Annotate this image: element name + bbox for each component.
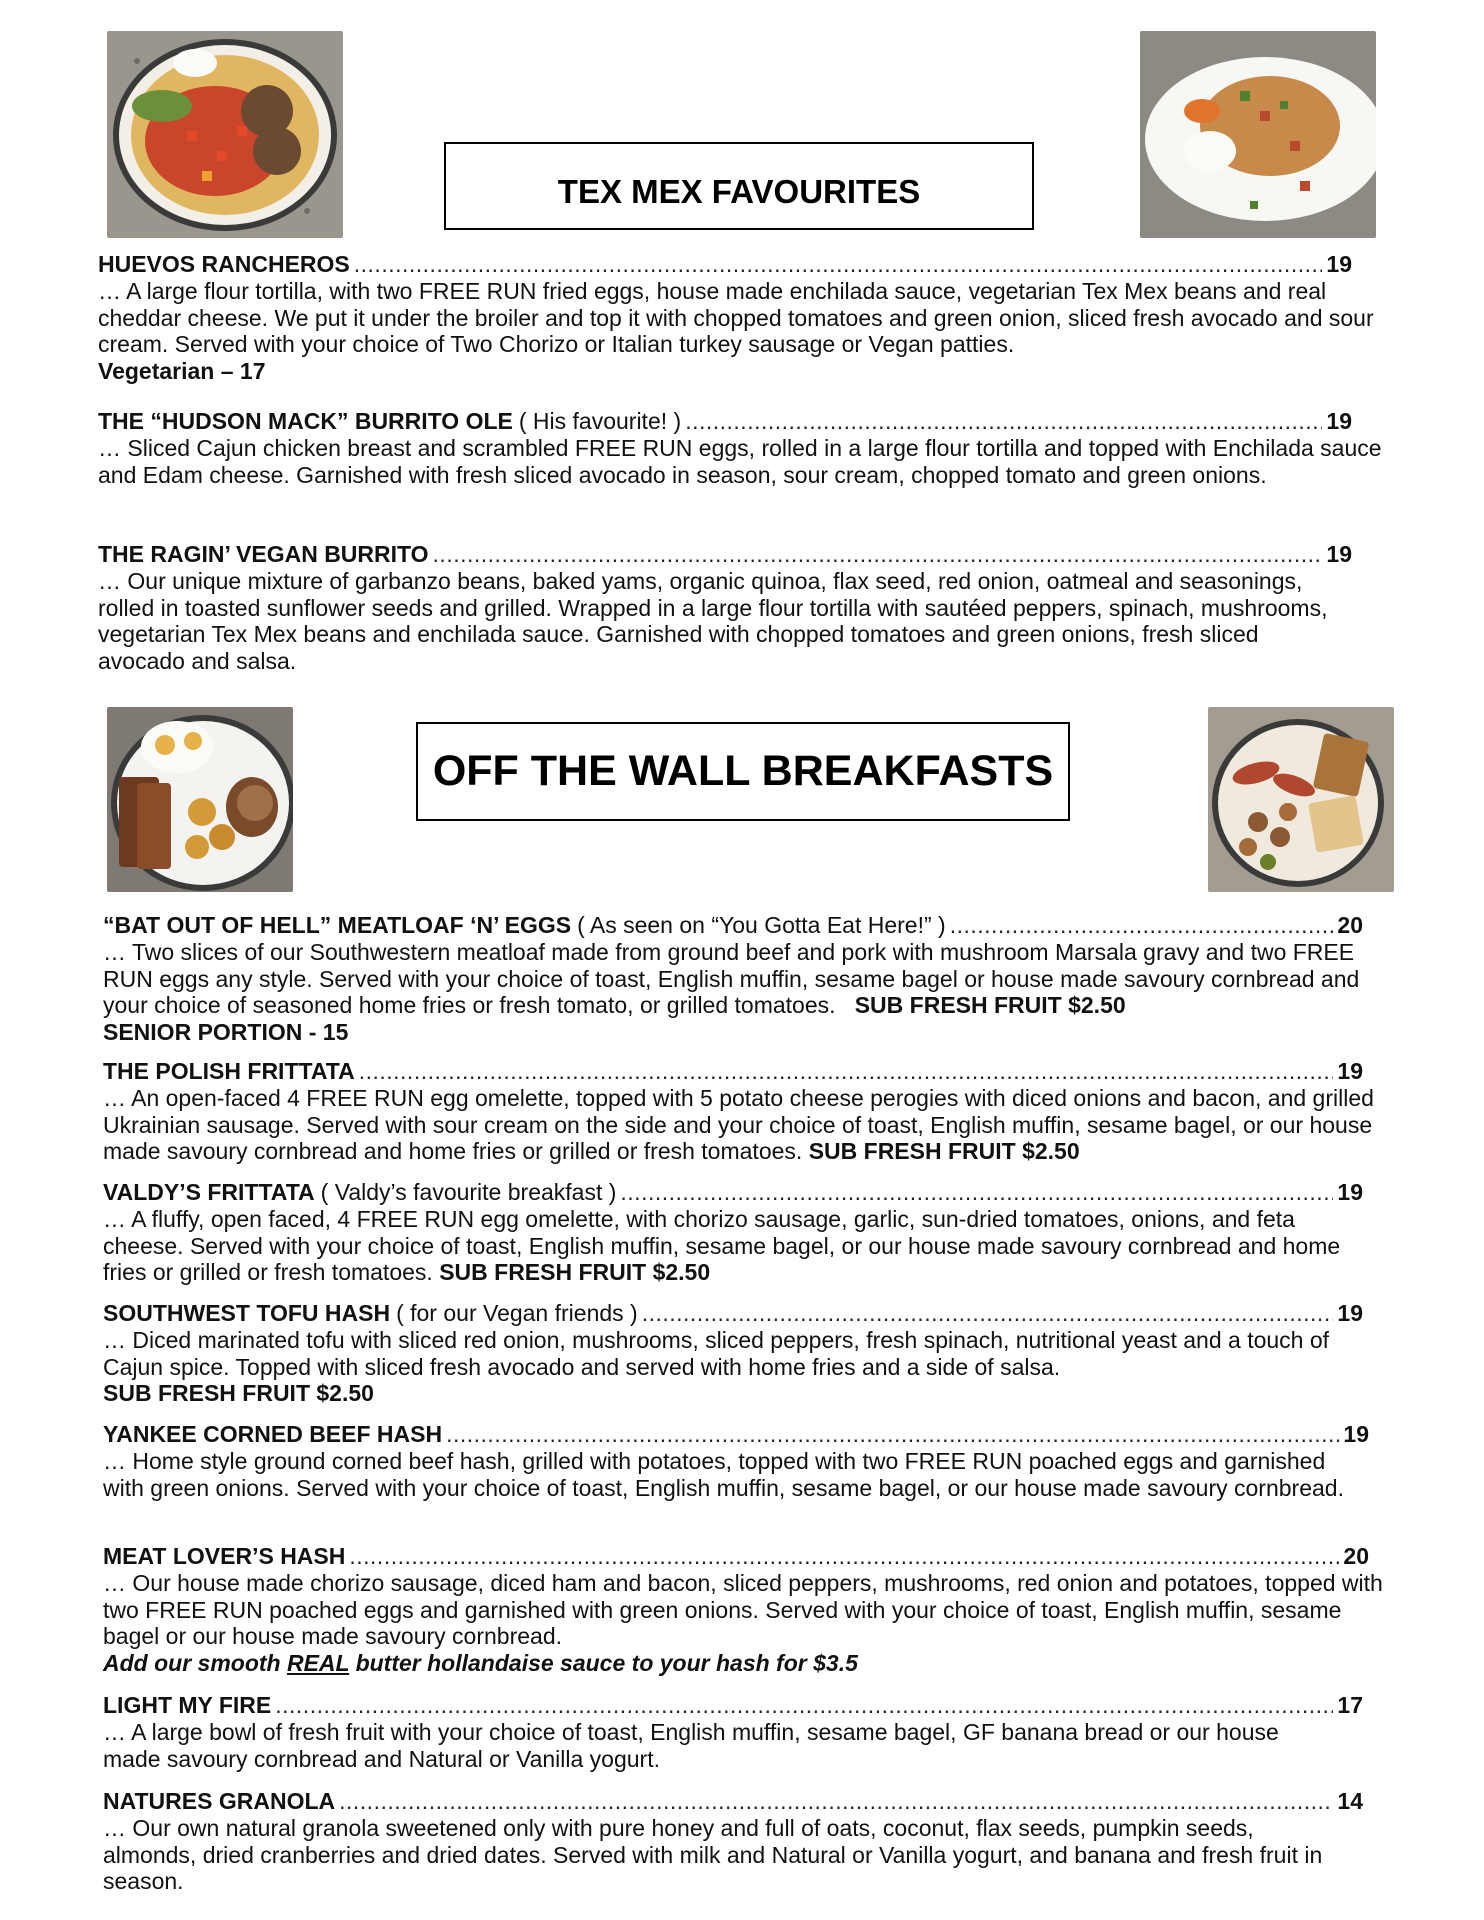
item-name: THE POLISH FRITTATA xyxy=(103,1058,355,1084)
menu-item xyxy=(103,1300,1393,1407)
item-price: 17 xyxy=(1337,1692,1363,1718)
item-note: ( His favourite! ) xyxy=(518,408,682,434)
item-price: 19 xyxy=(1326,251,1352,277)
meatloaf-eggs-photo xyxy=(107,707,293,892)
item-description-text: … Two slices of our Southwestern meatloaf made from ground beef and pork with mushroom Marsala gravy and two FREE RUN eggs any style. Served with your choice of toast, English muffin, sesame bagel or house made savoury cornbread and your choice of seasoned home fries or fresh tomato, or grilled tomatoes. xyxy=(103,939,1360,1018)
item-description xyxy=(103,1085,1393,1165)
hash-plate-photo xyxy=(1208,707,1394,892)
item-price: 19 xyxy=(1337,1179,1363,1205)
item-description: … Our unique mixture of garbanzo beans, baked yams, organic quinoa, flax seed, red onion, oatmeal and seasonings, rolled in toasted sunflower seeds and grilled. Wrapped in a large flour tortilla with sautéed peppers, spinach, mushrooms, vegetarian Tex Mex beans and enchilada sauce. Garnished with chopped tomatoes and green onions, fresh sliced avocado and salsa. xyxy=(98,568,1328,674)
hollandaise-addon xyxy=(103,1650,1393,1677)
item-description xyxy=(103,1206,1353,1286)
item-name: NATURES GRANOLA xyxy=(103,1788,336,1814)
leader-dots xyxy=(349,1543,1339,1570)
item-description: … Sliced Cajun chicken breast and scrambled FREE RUN eggs, rolled in a large flour tortilla and topped with Enchilada sauce and Edam cheese. Garnished with fresh sliced avocado in season, sour cream, chopped tomato and green onions. xyxy=(98,435,1382,488)
item-price: 19 xyxy=(1343,1421,1369,1447)
menu-item xyxy=(103,1788,1393,1895)
item-price: 20 xyxy=(1343,1543,1369,1569)
item-description-text: … A fluffy, open faced, 4 FREE RUN egg omelette, with chorizo sausage, garlic, sun-dried tomatoes, onions, and feta cheese. Served with your choice of toast, English muffin, sesame bagel, or our house made savoury cornbread and home fries or grilled or fresh tomatoes. xyxy=(103,1206,1341,1285)
item-price: 20 xyxy=(1337,912,1363,938)
sub-fruit-note: SUB FRESH FRUIT $2.50 xyxy=(439,1259,711,1285)
breakfasts-heading xyxy=(416,722,1070,821)
item-note: ( Valdy’s favourite breakfast ) xyxy=(320,1179,617,1205)
item-name: VALDY’S FRITTATA xyxy=(103,1179,315,1205)
item-description: … Our house made chorizo sausage, diced ham and bacon, sliced peppers, mushrooms, red onion and potatoes, topped with two FREE RUN poached eggs and garnished with green onions. Served with your choice of toast, English muffin, sesame bagel or our house made savoury cornbread. xyxy=(103,1570,1383,1649)
item-note: ( As seen on “You Gotta Eat Here!” ) xyxy=(577,912,946,938)
leader-dots xyxy=(620,1179,1333,1206)
item-price: 19 xyxy=(1326,408,1352,434)
menu-item xyxy=(98,408,1396,488)
item-name: “BAT OUT OF HELL” MEATLOAF ‘N’ EGGS xyxy=(103,912,572,938)
item-price: 14 xyxy=(1337,1788,1363,1814)
item-price: 19 xyxy=(1326,541,1352,567)
item-name: YANKEE CORNED BEEF HASH xyxy=(103,1421,443,1447)
item-name: THE RAGIN’ VEGAN BURRITO xyxy=(98,541,429,567)
menu-item xyxy=(103,1421,1393,1501)
huevos-rancheros-photo xyxy=(107,31,343,238)
leader-dots xyxy=(354,251,1323,278)
menu-item xyxy=(103,912,1393,1045)
item-description: … Home style ground corned beef hash, grilled with potatoes, topped with two FREE RUN poached eggs and garnished with green onions. Served with your choice of toast, English muffin, sesame bagel, or our house made savoury cornbread. xyxy=(103,1448,1344,1501)
item-name: HUEVOS RANCHEROS xyxy=(98,251,350,277)
menu-item xyxy=(98,251,1396,384)
item-name: LIGHT MY FIRE xyxy=(103,1692,272,1718)
item-name: SOUTHWEST TOFU HASH xyxy=(103,1300,391,1326)
leader-dots xyxy=(339,1788,1333,1815)
meatloaf-eggs-image xyxy=(107,707,293,892)
leader-dots xyxy=(359,1058,1334,1085)
leader-dots xyxy=(446,1421,1339,1448)
hollandaise-text-end: butter hollandaise sauce to your hash for $3.5 xyxy=(349,1649,858,1676)
sub-fruit-note: SUB FRESH FRUIT $2.50 xyxy=(103,1380,374,1406)
menu-item xyxy=(103,1543,1393,1676)
tex-mex-heading xyxy=(444,142,1034,230)
menu-item xyxy=(103,1692,1393,1772)
item-description: … A large bowl of fresh fruit with your choice of toast, English muffin, sesame bagel, GF banana bread or our house made savoury cornbread and Natural or Vanilla yogurt. xyxy=(103,1719,1279,1772)
leader-dots xyxy=(275,1692,1333,1719)
hash-plate-image xyxy=(1208,707,1394,892)
item-description: … Diced marinated tofu with sliced red onion, mushrooms, sliced peppers, fresh spinach, nutritional yeast and a touch of Cajun spice. Topped with sliced fresh avocado and served with home fries and a side of salsa. xyxy=(103,1327,1330,1380)
tex-mex-plate-photo xyxy=(1140,31,1376,238)
leader-dots xyxy=(642,1300,1334,1327)
huevos-rancheros-image xyxy=(107,31,343,238)
item-description: … Our own natural granola sweetened only with pure honey and full of oats, coconut, flax seeds, pumpkin seeds, almonds, dried cranberries and dried dates. Served with milk and Natural or Vanilla yogurt, and banana and fresh fruit in season. xyxy=(103,1815,1323,1894)
senior-portion: SENIOR PORTION - 15 xyxy=(103,1018,349,1045)
item-price: 19 xyxy=(1337,1058,1363,1084)
hollandaise-real: REAL xyxy=(286,1649,350,1676)
hollandaise-text: Add our smooth xyxy=(103,1649,287,1676)
tex-mex-heading-text: TEX MEX FAVOURITES xyxy=(557,173,921,210)
item-description xyxy=(103,939,1393,1019)
item-name: THE “HUDSON MACK” BURRITO OLE xyxy=(98,408,513,434)
leader-dots xyxy=(433,541,1323,568)
leader-dots xyxy=(685,408,1322,435)
leader-dots xyxy=(950,912,1334,939)
menu-item xyxy=(103,1058,1393,1165)
sub-fruit-note: SUB FRESH FRUIT $2.50 xyxy=(808,1138,1080,1164)
item-note: ( for our Vegan friends ) xyxy=(396,1300,638,1326)
item-vegetarian-price: Vegetarian – 17 xyxy=(98,357,266,384)
menu-item xyxy=(103,1179,1393,1286)
item-name: MEAT LOVER’S HASH xyxy=(103,1543,346,1569)
breakfasts-heading-text: OFF THE WALL BREAKFASTS xyxy=(432,747,1054,795)
tex-mex-plate-image xyxy=(1140,31,1376,238)
item-description: … A large flour tortilla, with two FREE RUN fried eggs, house made enchilada sauce, vegetarian Tex Mex beans and real cheddar cheese. We put it under the broiler and top it with chopped tomatoes and green onion, sliced fresh avocado and sour cream. Served with your choice of Two Chorizo or Italian turkey sausage or Vegan patties. xyxy=(98,278,1374,357)
item-description-text: … An open-faced 4 FREE RUN egg omelette, topped with 5 potato cheese perogies with diced onions and bacon, and grilled Ukrainian sausage. Served with sour cream on the side and your choice of toast, English muffin, sesame bagel, or our house made savoury cornbread and home fries or grilled or fresh tomatoes. xyxy=(103,1085,1374,1164)
menu-item xyxy=(98,541,1396,674)
sub-fruit-note: SUB FRESH FRUIT $2.50 xyxy=(854,992,1126,1018)
item-price: 19 xyxy=(1337,1300,1363,1326)
